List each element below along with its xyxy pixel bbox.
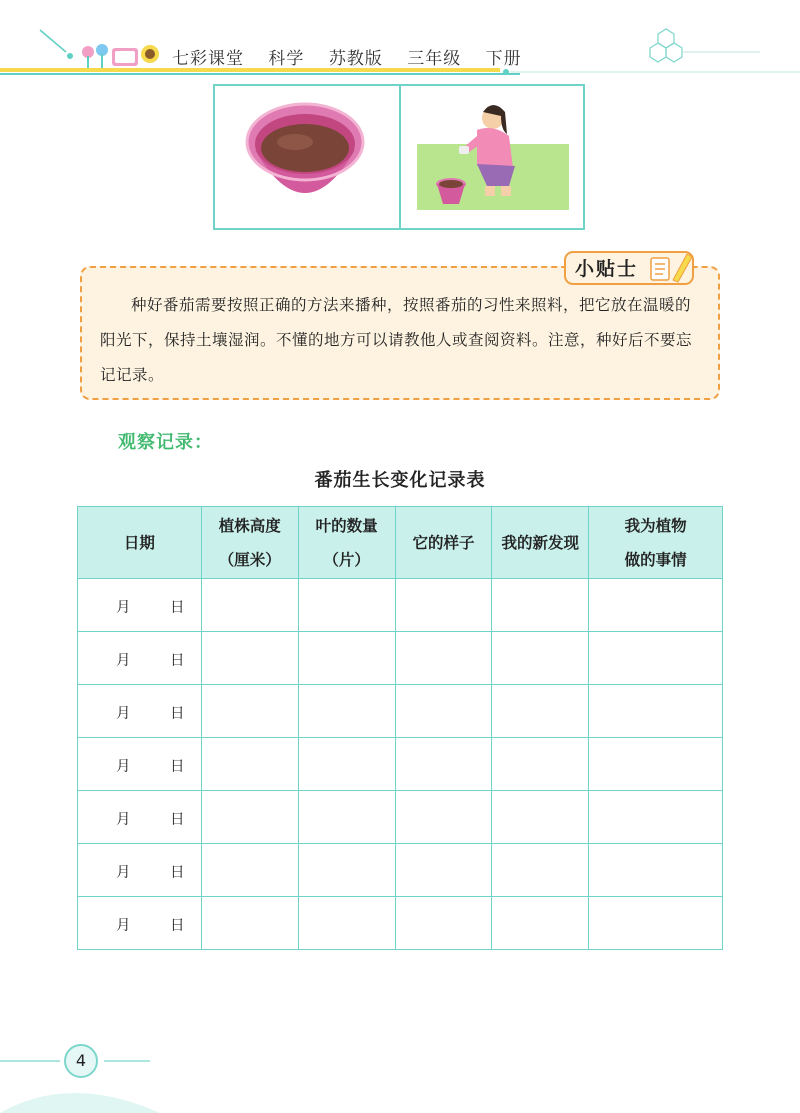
- leaf-cell[interactable]: [298, 844, 395, 897]
- header-plant-height: 植株高度 （厘米）: [201, 507, 298, 579]
- appearance-cell[interactable]: [395, 579, 492, 632]
- table-row: [78, 897, 723, 950]
- findings-cell[interactable]: [492, 897, 589, 950]
- table-row: [78, 844, 723, 897]
- care-cell[interactable]: [589, 632, 723, 685]
- findings-cell[interactable]: [492, 844, 589, 897]
- findings-cell[interactable]: [492, 579, 589, 632]
- girl-planting-seeds-illustration: [399, 86, 585, 228]
- leaf-cell[interactable]: [298, 897, 395, 950]
- findings-cell[interactable]: [492, 632, 589, 685]
- findings-cell[interactable]: [492, 791, 589, 844]
- height-cell[interactable]: [201, 579, 298, 632]
- findings-cell[interactable]: [492, 738, 589, 791]
- leaf-cell[interactable]: [298, 579, 395, 632]
- leaf-cell[interactable]: [298, 791, 395, 844]
- findings-cell[interactable]: [492, 685, 589, 738]
- header-date: 日期: [78, 507, 202, 579]
- leaf-cell[interactable]: [298, 632, 395, 685]
- footer-decoration: [0, 1033, 200, 1113]
- header-appearance: 它的样子: [395, 507, 492, 579]
- leaf-cell[interactable]: [298, 738, 395, 791]
- height-cell[interactable]: [201, 791, 298, 844]
- height-cell[interactable]: [201, 738, 298, 791]
- tip-box: [80, 266, 720, 400]
- table-row: [78, 632, 723, 685]
- date-cell[interactable]: 月 日: [78, 897, 202, 950]
- header-volume: 下册: [485, 49, 522, 69]
- care-cell[interactable]: [589, 738, 723, 791]
- growth-record-table: [77, 506, 723, 950]
- table-row: [78, 791, 723, 844]
- care-cell[interactable]: [589, 579, 723, 632]
- bowl-icon: [215, 86, 399, 228]
- header-edition: 苏教版: [328, 49, 383, 69]
- height-cell[interactable]: [201, 897, 298, 950]
- observation-label: 观察记录：: [118, 432, 213, 453]
- date-cell[interactable]: 月 日: [78, 632, 202, 685]
- illustration-panel: [213, 84, 585, 230]
- header-grade: 三年级: [407, 49, 462, 69]
- header-breadcrumb: [172, 44, 540, 69]
- height-cell[interactable]: [201, 632, 298, 685]
- girl-planting-icon: [401, 86, 585, 228]
- care-cell[interactable]: [589, 685, 723, 738]
- tip-title: 小贴士: [575, 258, 639, 280]
- header-subject: 科学: [268, 49, 305, 69]
- height-cell[interactable]: [201, 685, 298, 738]
- tip-text: 种好番茄需要按照正确的方法来播种，按照番茄的习性来照料，把它放在温暖的阳光下，保持土壤湿润。不懂的地方可以请教他人或查阅资料。注意，种好后不要忘记记录。: [100, 296, 693, 384]
- header-care-actions: 我为植物 做的事情: [589, 507, 723, 579]
- date-cell[interactable]: 月 日: [78, 579, 202, 632]
- date-cell[interactable]: 月 日: [78, 738, 202, 791]
- page-header: [0, 0, 800, 90]
- date-cell[interactable]: 月 日: [78, 791, 202, 844]
- table-row: [78, 685, 723, 738]
- appearance-cell[interactable]: [395, 897, 492, 950]
- appearance-cell[interactable]: [395, 632, 492, 685]
- leaf-cell[interactable]: [298, 685, 395, 738]
- table-title: 番茄生长变化记录表: [314, 470, 486, 491]
- appearance-cell[interactable]: [395, 791, 492, 844]
- appearance-cell[interactable]: [395, 738, 492, 791]
- care-cell[interactable]: [589, 844, 723, 897]
- height-cell[interactable]: [201, 844, 298, 897]
- series-logo-icon: [78, 38, 164, 72]
- appearance-cell[interactable]: [395, 844, 492, 897]
- header-leaf-count: 叶的数量 （片）: [298, 507, 395, 579]
- appearance-cell[interactable]: [395, 685, 492, 738]
- date-cell[interactable]: 月 日: [78, 685, 202, 738]
- header-new-findings: 我的新发现: [492, 507, 589, 579]
- table-row: [78, 579, 723, 632]
- bowl-of-soil-illustration: [215, 86, 399, 228]
- care-cell[interactable]: [589, 791, 723, 844]
- care-cell[interactable]: [589, 897, 723, 950]
- table-row: [78, 738, 723, 791]
- table-header-row: [78, 507, 723, 579]
- header-series: 七彩课堂: [172, 49, 244, 69]
- date-cell[interactable]: 月 日: [78, 844, 202, 897]
- page-number: 4: [64, 1044, 98, 1078]
